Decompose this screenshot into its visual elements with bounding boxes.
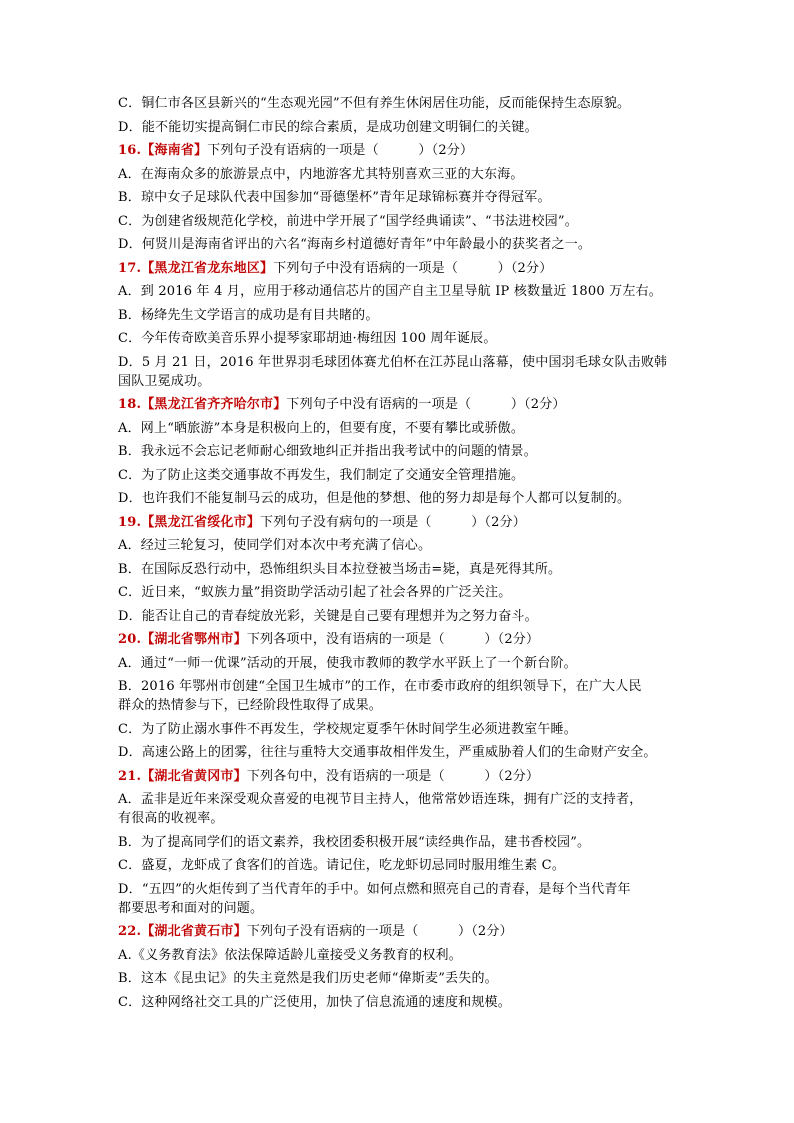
answer-option: D．能不能切实提高铜仁市民的综合素质，是成功创建文明铜仁的关键。 xyxy=(118,119,538,135)
question-source: 【黑龙江省龙东地区】 xyxy=(141,260,274,276)
question-source: 【湖北省黄冈市】 xyxy=(141,768,247,784)
question-number: 21. xyxy=(118,768,142,784)
question-stem xyxy=(118,767,678,786)
answer-option: A．经过三轮复习，使同学们对本次中考充满了信心。 xyxy=(118,538,432,553)
answer-option: B．我永远不会忘记老师耐心细致地纠正并指出我考试中的问题的情景。 xyxy=(118,444,537,459)
answer-option: C．为创建省级规范化学校，前进中学开展了“国学经典诵读”、“书法进校园”。 xyxy=(118,213,578,229)
question-stem xyxy=(118,141,678,160)
answer-option: C．为了防止这类交通事故不再发生，我们制定了交通安全管理措施。 xyxy=(118,467,525,483)
question-text: 下列各句中，没有语病的一项是（ ）（2分） xyxy=(246,768,540,784)
question-text: 下列句子没有语病的一项是（ ）（2分） xyxy=(207,143,474,158)
question-source: 【湖北省黄石市】 xyxy=(141,924,247,939)
question-source: 【湖北省鄂州市】 xyxy=(141,632,247,647)
document-page xyxy=(118,94,678,1012)
answer-option: B．琼中女子足球队代表中国参加“哥德堡杯”青年足球锦标赛并夺得冠军。 xyxy=(118,190,551,205)
answer-option: D．5 月 21 日，2016 年世界羽毛球团体赛尤伯杯在江苏昆山落幕，使中国羽毛球女队击败韩 xyxy=(118,354,668,370)
answer-option: D．高速公路上的团雾，往往与重特大交通事故相伴发生，严重威胁着人们的生命财产安全。 xyxy=(118,745,657,760)
question-text: 下列句子中没有语病的一项是（ ）（2分） xyxy=(286,397,566,412)
answer-option: B．在国际反恐行动中，恐怖组织头目本拉登被当场击=毙，真是死得其所。 xyxy=(118,561,562,577)
question-stem xyxy=(118,922,678,941)
answer-option-continuation: 群众的热情参与下，已经阶段性取得了成果。 xyxy=(118,698,383,713)
answer-option: B．这本《昆虫记》的失主竟然是我们历史老师“偉斯麦”丢失的。 xyxy=(118,971,498,986)
answer-option: A．通过“一师一优课”活动的开展，使我市教师的教学水平跃上了一个新台阶。 xyxy=(118,655,577,671)
answer-option: C．近日来，“蚁族力量”捐资助学活动引起了社会各界的广泛关注。 xyxy=(118,585,512,600)
answer-option: C．盛夏，龙虾成了食客们的首选。请记住，吃龙虾切忌同时服用维生素 C。 xyxy=(118,858,566,873)
answer-option: A.《义务教育法》依法保障适龄儿童接受义务教育的权利。 xyxy=(118,947,462,963)
question-text: 下列各项中，没有语病的一项是（ ）（2分） xyxy=(246,632,540,647)
question-source: 【黑龙江省齐齐哈尔市】 xyxy=(141,397,287,412)
answer-option: B．2016 年鄂州市创建“全国卫生城市”的工作，在市委市政府的组织领导下，在广大人民 xyxy=(118,679,642,694)
answer-option: C．这种网络社交工具的广泛使用，加快了信息流通的速度和规模。 xyxy=(118,994,511,1010)
question-text: 下列句子没有语病的一项是（ ）（2分） xyxy=(246,924,513,939)
question-text: 下列句子中没有语病的一项是（ ）（2分） xyxy=(273,260,553,276)
answer-option: D．能否让自己的青春绽放光彩，关键是自己要有理想并为之努力奋斗。 xyxy=(118,608,538,624)
question-stem xyxy=(118,395,678,414)
answer-option-continuation: 国队卫冕成功。 xyxy=(118,373,211,389)
question-number: 18. xyxy=(118,397,142,412)
question-number: 16. xyxy=(118,143,142,158)
answer-option: D．何贤川是海南省评出的六名“海南乡村道德好青年”中年龄最小的获奖者之一。 xyxy=(118,237,592,252)
question-stem xyxy=(118,630,678,649)
answer-option: D．“五四”的火炬传到了当代青年的手中。如何点燃和照亮自己的青春，是每个当代青年 xyxy=(118,881,631,897)
answer-option-continuation: 有很高的收视率。 xyxy=(118,811,224,826)
question-source: 【海南省】 xyxy=(141,143,208,158)
answer-option-continuation: 都要思考和面对的问题。 xyxy=(118,900,264,916)
question-number: 22. xyxy=(118,924,142,939)
answer-option: A．网上“晒旅游”本身是积极向上的，但要有度，不要有攀比或骄傲。 xyxy=(118,420,525,436)
question-number: 19. xyxy=(118,514,142,530)
question-source: 【黑龙江省绥化市】 xyxy=(141,514,261,530)
answer-option: B．杨绛先生文学语言的成功是有目共睹的。 xyxy=(118,307,379,323)
answer-option: C．今年传奇欧美音乐界小提琴家耶胡迪·梅纽因 100 周年诞辰。 xyxy=(118,331,497,346)
question-text: 下列句子没有病句的一项是（ ）（2分） xyxy=(260,514,527,530)
answer-option: A．孟非是近年来深受观众喜爱的电视节目主持人，他常常妙语连珠，拥有广泛的支持者， xyxy=(118,792,643,807)
question-stem xyxy=(118,259,678,278)
answer-option: C．为了防止溺水事件不再发生，学校规定夏季午休时间学生必须进教室午睡。 xyxy=(118,721,577,737)
question-number: 20. xyxy=(118,632,142,647)
question-number: 17. xyxy=(118,260,142,276)
answer-option: C．铜仁市各区县新兴的“生态观光园”不但有养生休闲居住功能，反而能保持生态原貌。 xyxy=(118,96,631,111)
answer-option: A．在海南众多的旅游景点中，内地游客尤其特别喜欢三亚的大东海。 xyxy=(118,166,524,182)
answer-option: D．也许我们不能复制马云的成功，但是他的梦想、他的努力却是每个人都可以复制的。 xyxy=(118,491,631,506)
answer-option: B．为了提高同学们的语文素养，我校团委积极开展“读经典作品，建书香校园”。 xyxy=(118,834,591,850)
answer-option: A．到 2016 年 4 月，应用于移动通信芯片的国产自主卫星导航 IP 核数量近 1800 万左右。 xyxy=(118,284,662,299)
question-stem xyxy=(118,513,678,532)
